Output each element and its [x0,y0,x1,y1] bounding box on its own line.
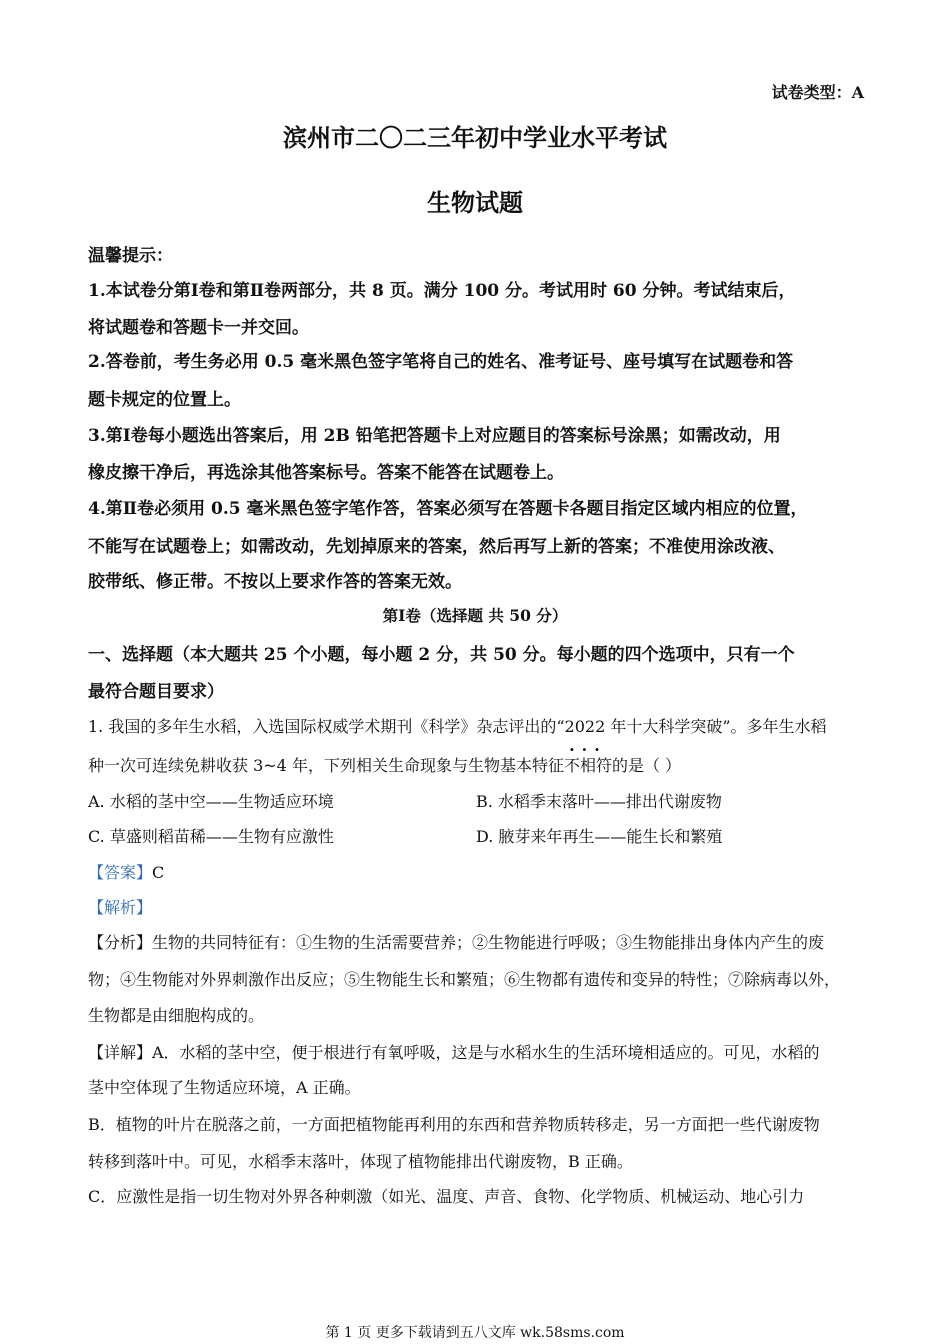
question-text: 的是（ ） [611,756,682,775]
analysis-line: C．应激性是指一切生物对外界各种刺激（如光、温度、声音、食物、化学物质、机械运动、地心引力 [88,1187,805,1206]
exam-subtitle: 生物试题 [427,188,523,217]
question-line [88,753,681,776]
paper-type-label: 试卷类型：A [771,83,864,102]
analysis-line: 【详解】A．水稻的茎中空，便于根进行有氧呼吸，这是与水稻水生的生活环境相适应的。可见，水稻的 [88,1043,820,1062]
section-title: 第Ⅰ卷（选择题 共 50 分） [382,606,568,625]
emphasis-text: 不相符 ··· [564,753,612,776]
page-footer: 第 1 页 更多下载请到五八文库 wk.58sms.com [325,1325,625,1341]
notice-line: 2.答卷前，考生务必用 0.5 毫米黑色签字笔将自己的姓名、准考证号、座号填写在试题卷和答 [88,352,794,372]
notice-line: 将试题卷和答题卡一并交回。 [88,318,309,338]
option-a: A. 水稻的茎中空——生物适应环境 [88,792,334,811]
option-b: B. 水稻季末落叶——排出代谢废物 [476,792,722,811]
notice-line: 题卡规定的位置上。 [88,390,241,410]
answer-label: 【答案】 [88,863,153,882]
option-c: C. 草盛则稻苗稀——生物有应激性 [88,827,334,846]
exam-title: 滨州市二〇二三年初中学业水平考试 [283,123,667,152]
question-line: 1. 我国的多年生水稻，入选国际权威学术期刊《科学》杂志评出的“2022 年十大科学突破”。多年生水稻 [88,717,827,736]
section-instruction: 最符合题目要求） [88,682,224,702]
answer-line [88,860,164,883]
analysis-line: 【分析】生物的共同特征有：①生物的生活需要营养；②生物能进行呼吸；③生物能排出身体内产生的废 [88,933,825,952]
analysis-line: 物；④生物能对外界刺激作出反应；⑤生物能生长和繁殖；⑥生物都有遗传和变异的特性；⑦除病毒以外， [88,970,841,989]
section-instruction: 一、选择题（本大题共 25 个小题，每小题 2 分，共 50 分。每小题的四个选项中，只有一个 [88,645,795,665]
notice-line: 1.本试卷分第Ⅰ卷和第Ⅱ卷两部分，共 8 页。满分 100 分。考试用时 60 分钟。考试结束后， [88,281,796,301]
notice-line: 4.第Ⅱ卷必须用 0.5 毫米黑色签字笔作答，答案必须写在答题卡各题目指定区域内相应的位置， [88,499,808,519]
notice-line: 胶带纸、修正带。不按以上要求作答的答案无效。 [88,572,462,592]
answer-value: C [152,863,165,882]
notice-line: 3.第Ⅰ卷每小题选出答案后，用 2B 铅笔把答题卡上对应题目的答案标号涂黑；如需改动，用 [88,426,781,446]
notice-line: 橡皮擦干净后，再选涂其他答案标号。答案不能答在试题卷上。 [88,463,564,483]
analysis-line: 转移到落叶中。可见，水稻季末落叶，体现了植物能排出代谢废物，B 正确。 [88,1152,633,1171]
notice-heading: 温馨提示： [88,246,173,266]
notice-line: 不能写在试题卷上；如需改动，先划掉原来的答案，然后再写上新的答案；不准使用涂改液、 [88,537,785,557]
option-d: D. 腋芽来年再生——能生长和繁殖 [476,827,723,846]
analysis-line: 生物都是由细胞构成的。 [88,1006,265,1025]
analysis-label: 【解析】 [88,898,153,917]
analysis-line: 茎中空体现了生物适应环境，A 正确。 [88,1078,361,1097]
question-text: 种一次可连续免耕收获 3~4 年，下列相关生命现象与生物基本特征 [88,756,564,775]
analysis-line: B．植物的叶片在脱落之前，一方面把植物能再利用的东西和营养物质转移走，另一方面把一些代谢废物 [88,1115,820,1134]
